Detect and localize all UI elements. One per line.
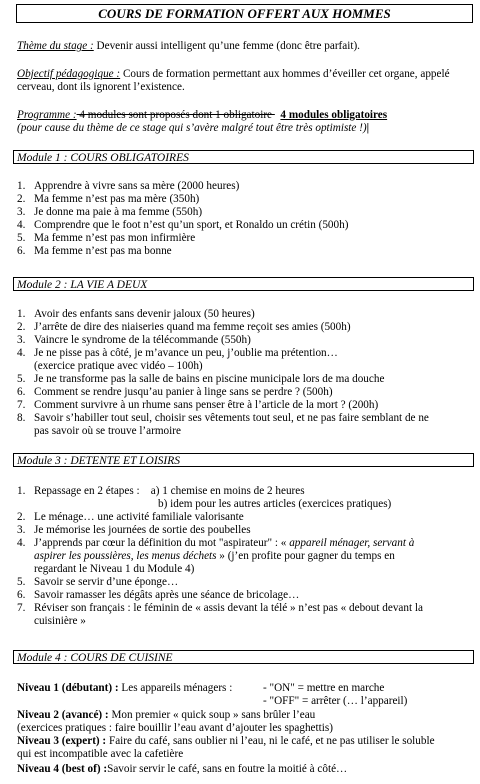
list-item: 6. Ma femme n’est pas ma bonne [17, 245, 172, 257]
list-item: 1. Repassage en 2 étapes : a) 1 chemise en moins de 2 heures b) idem pour les autres articles (exercices pratiques) [17, 485, 392, 510]
programme-note: (pour cause du thème de ce stage qui s’avère malgré tout être très optimiste !)| [17, 122, 370, 134]
cuisine-level-2: Niveau 2 (avancé) : Mon premier « quick soup » sans brûler l’eau (exercices pratiques : faire bouillir l’eau avant d’ajouter les spaghettis) [17, 709, 333, 734]
list-item: 4. Comprendre que le foot n’est qu’un sport, et Ronaldo un crétin (500h) [17, 219, 349, 231]
list-item: 2. J’arrête de dire des niaiseries quand ma femme reçoit ses amies (500h) [17, 321, 351, 333]
list-item: 7. Réviser son français : le féminin de « assis devant la télé » n’est pas « debout devant la cuisinière » [17, 602, 423, 627]
list-item: 3. Je mémorise les journées de sortie des poubelles [17, 524, 251, 536]
list-item: 5. Savoir se servir d’une éponge… [17, 576, 179, 588]
document-title: COURS DE FORMATION OFFERT AUX HOMMES [16, 4, 473, 23]
list-item: 4. J’apprends par cœur la définition du mot "aspirateur" : « appareil ménager, servant à aspirer les poussières, les menus déchets » (j’en profite pour gagner du temps en regardant le Niveau 1 du Module 4) [17, 537, 415, 575]
programme-label: Programme : [17, 109, 77, 121]
list-item: 2. Le ménage… une activité familiale valorisante [17, 511, 244, 523]
cuisine-level-1: Niveau 1 (débutant) : Les appareils ménagers : - "ON" = mettre en marche - "OFF" = arrêter (… l’appareil) [17, 682, 477, 708]
list-item: 5. Je ne transforme pas la salle de bains en piscine municipale lors de ma douche [17, 373, 385, 385]
module-3-header: Module 3 : DETENTE ET LOISIRS [13, 453, 474, 467]
list-item: 1. Apprendre à vivre sans sa mère (2000 heures) [17, 180, 240, 192]
objectif-paragraph [17, 68, 472, 94]
cuisine-level-3: Niveau 3 (expert) : Faire du café, sans oublier ni l’eau, ni le café, et ne pas utiliser le soluble qui est incompatible avec la cafetière [17, 735, 435, 760]
cuisine-on-text: - "ON" = mettre en marche [263, 682, 385, 694]
list-item: 7. Comment survivre à un rhume sans penser être à l’article de la mort ? (200h) [17, 399, 379, 411]
objectif-label: Objectif pédagogique : [17, 68, 121, 80]
module-2-header: Module 2 : LA VIE A DEUX [13, 277, 474, 291]
list-item: 8. Savoir s’habiller tout seul, choisir ses vêtements tout seul, et ne pas faire semblant de ne pas savoir où se trouve l’armoire [17, 412, 429, 437]
module-1-header: Module 1 : COURS OBLIGATOIRES [13, 150, 474, 164]
cuisine-level-4: Niveau 4 (best of) :Savoir servir le café, sans en foutre la moitié à côté… [17, 763, 348, 775]
list-item: 3. Vaincre le syndrome de la télécommande (550h) [17, 334, 251, 346]
programme-struck-text: 4 modules sont proposés dont 1 obligatoire [76, 109, 275, 121]
theme-label: Thème du stage : [17, 40, 94, 52]
objectif-text: Cours de formation permettant aux hommes d’éveiller cet organe, appelé cerveau, dont ils ignorent l’existence. [17, 68, 450, 93]
list-item: 4. Je ne pisse pas à côté, je m’avance un peu, j’oublie ma prétention… (exercice pratique avec vidéo – 100h) [17, 347, 338, 372]
list-item: 6. Comment se rendre jusqu’au panier à linge sans se perdre ? (500h) [17, 386, 333, 398]
theme-text: Devenir aussi intelligent qu’une femme (donc être parfait). [93, 40, 360, 52]
list-item: 1. Avoir des enfants sans devenir jaloux (50 heures) [17, 308, 255, 320]
programme-bold-text: 4 modules obligatoires [280, 109, 388, 121]
module-2-list [17, 308, 475, 438]
programme-paragraph [17, 109, 477, 135]
list-item: 3. Je donne ma paie à ma femme (550h) [17, 206, 203, 218]
module-3-list [17, 485, 475, 628]
theme-paragraph [17, 40, 477, 53]
list-item: 6. Savoir ramasser les dégâts après une séance de bricolage… [17, 589, 300, 601]
list-item: 5. Ma femme n’est pas mon infirmière [17, 232, 196, 244]
module-4-header: Module 4 : COURS DE CUISINE [13, 650, 474, 664]
cuisine-off-text: - "OFF" = arrêter (… l’appareil) [263, 695, 408, 707]
module-1-list [17, 180, 475, 258]
list-item: 2. Ma femme n’est pas ma mère (350h) [17, 193, 200, 205]
